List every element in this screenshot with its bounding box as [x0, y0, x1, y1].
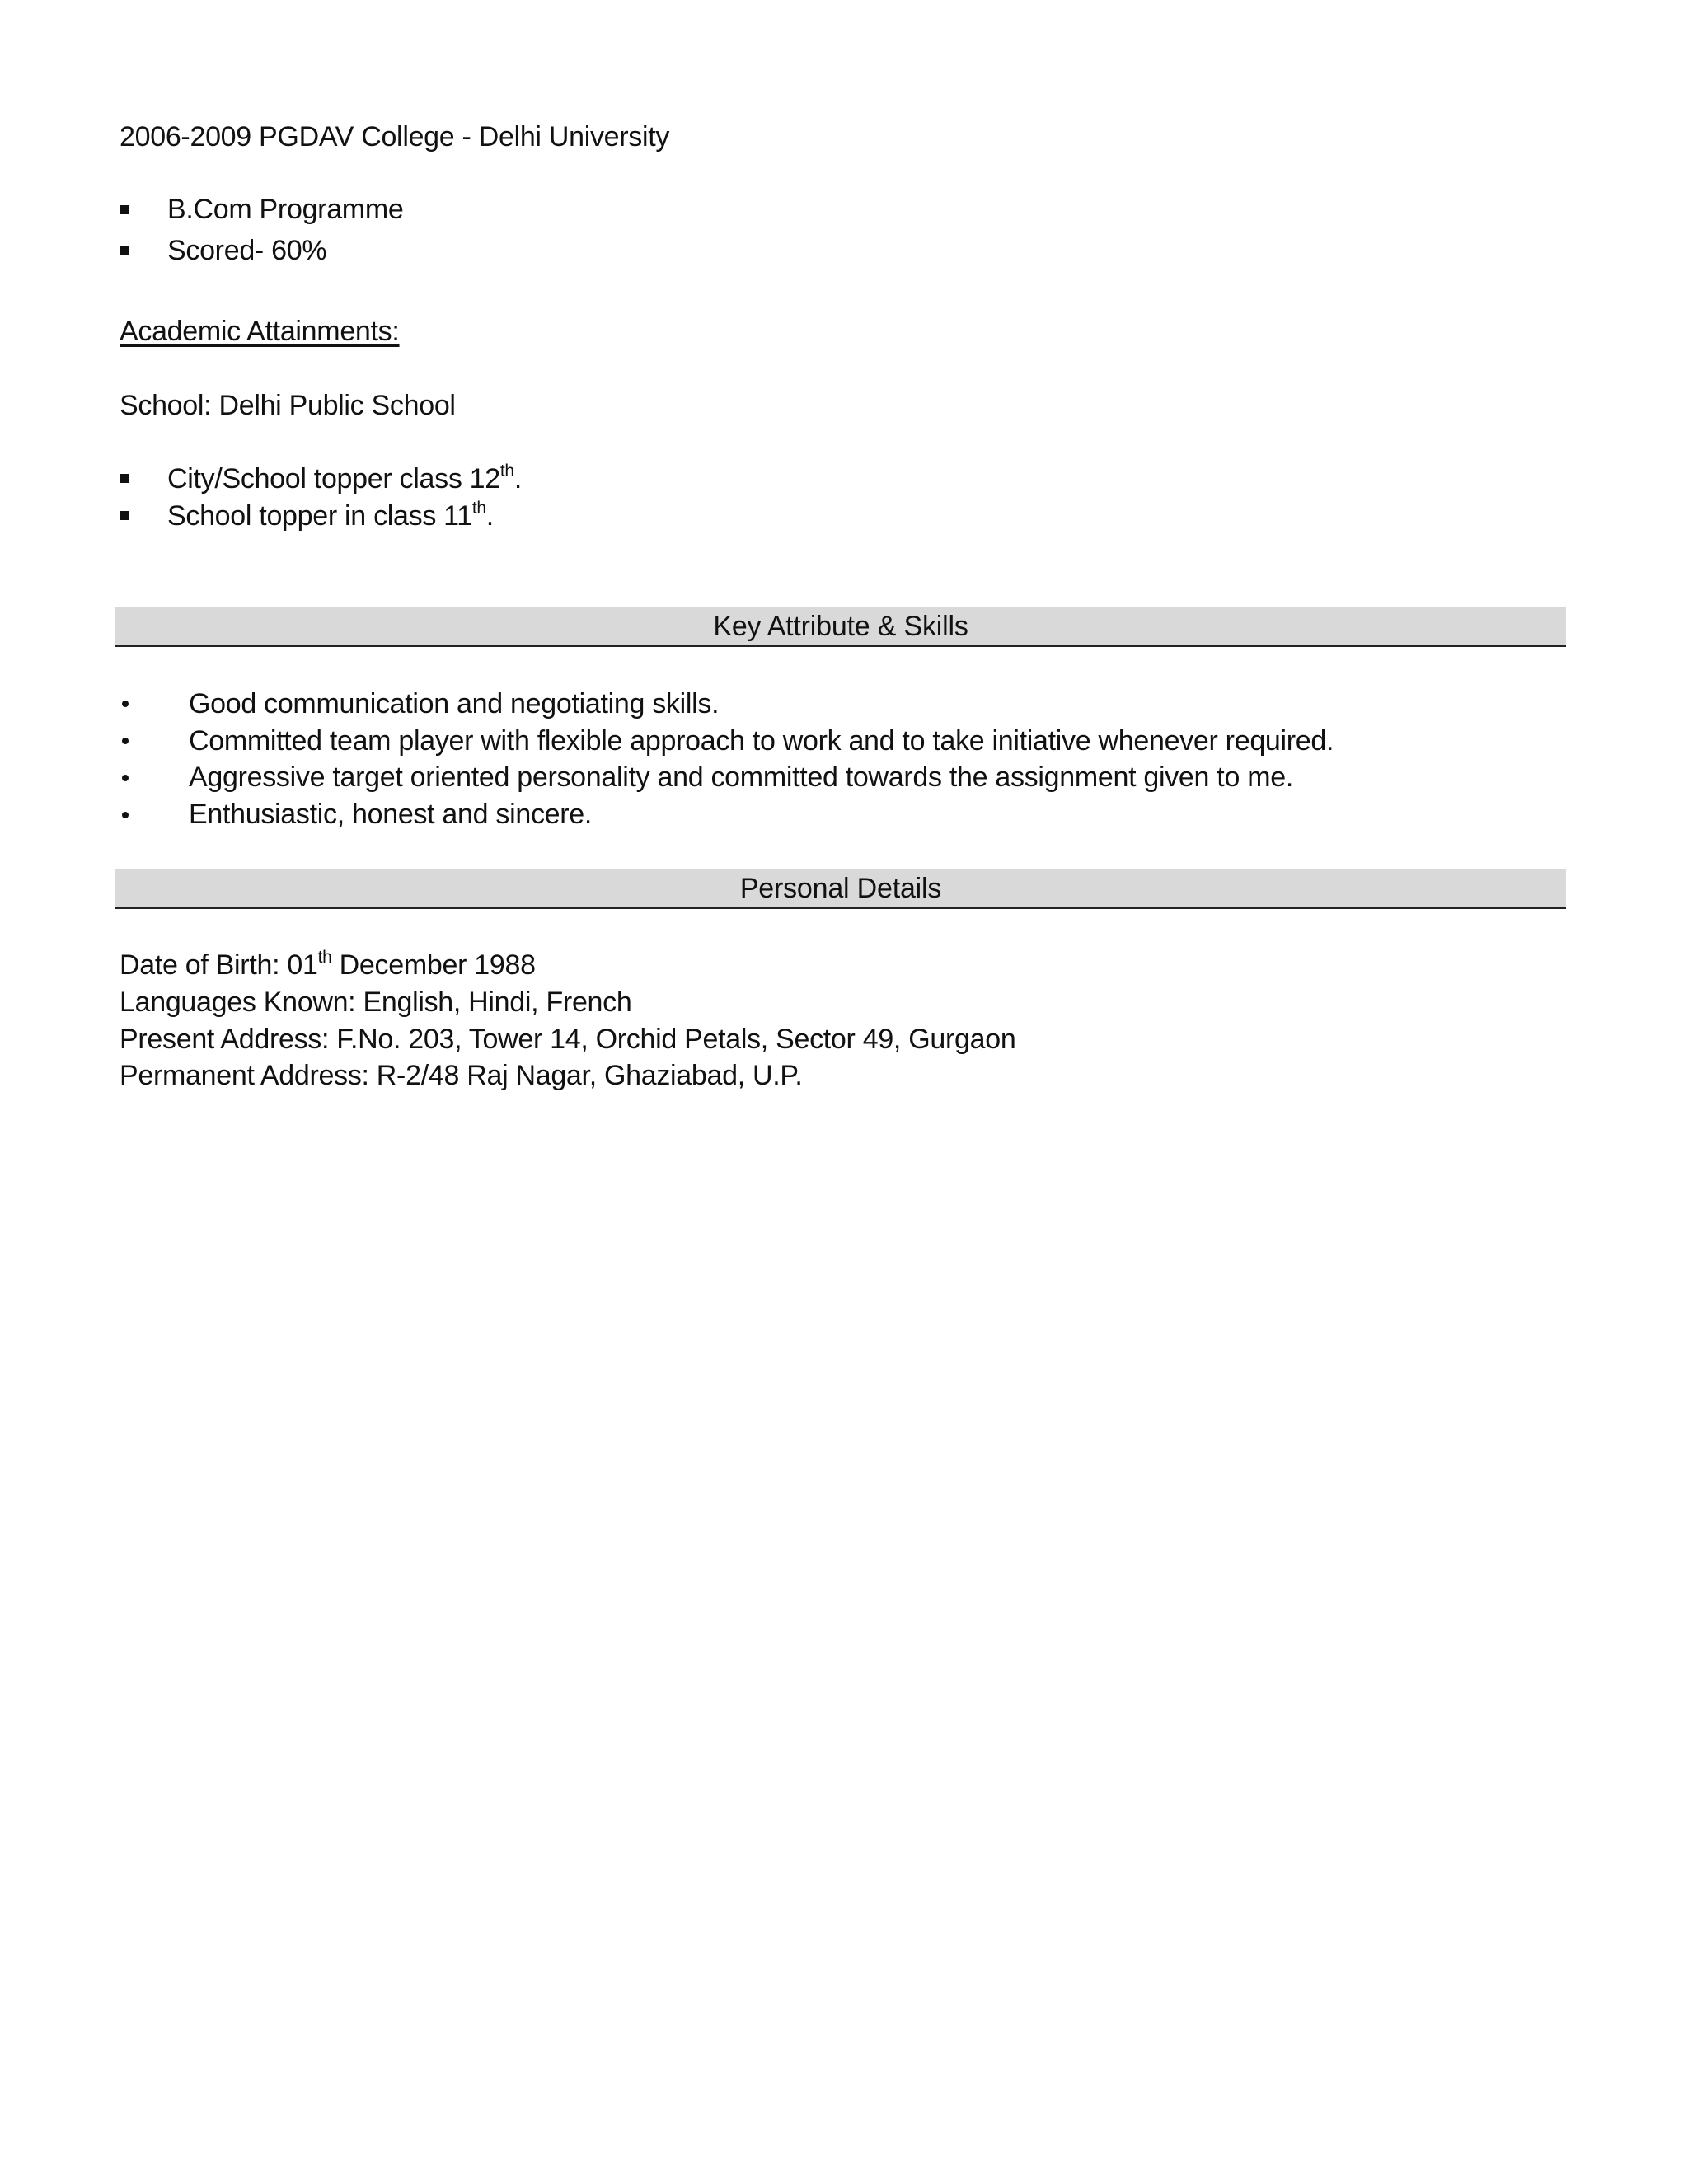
dot-bullet-icon	[122, 701, 129, 707]
college-bullet-score: Scored- 60%	[167, 235, 327, 266]
square-bullet-icon	[120, 246, 129, 255]
square-bullet-icon	[120, 511, 129, 520]
date-of-birth: Date of Birth: 01th December 1988	[120, 948, 536, 981]
skill-item: Good communication and negotiating skills.	[189, 688, 720, 719]
present-address: Present Address: F.No. 203, Tower 14, Orchid Petals, Sector 49, Gurgaon	[120, 1024, 1016, 1055]
square-bullet-icon	[120, 205, 129, 214]
dot-bullet-icon	[122, 738, 129, 744]
personal-section-header: Personal Details	[115, 869, 1566, 909]
skill-item: Enthusiastic, honest and sincere.	[189, 799, 593, 830]
skill-item: Committed team player with flexible approach to work and to take initiative whenever required.	[189, 725, 1334, 757]
college-line: 2006-2009 PGDAV College - Delhi University	[120, 121, 670, 152]
achievement-item: School topper in class 11th.	[167, 499, 494, 532]
skill-item: Aggressive target oriented personality and committed towards the assignment given to me.	[189, 762, 1293, 793]
square-bullet-icon	[120, 474, 129, 483]
school-line: School: Delhi Public School	[120, 390, 456, 421]
dot-bullet-icon	[122, 812, 129, 818]
academic-heading: Academic Attainments:	[120, 316, 400, 347]
dot-bullet-icon	[122, 775, 129, 781]
permanent-address: Permanent Address: R-2/48 Raj Nagar, Ghaziabad, U.P.	[120, 1060, 803, 1091]
languages-known: Languages Known: English, Hindi, French	[120, 987, 632, 1018]
skills-section-header: Key Attribute & Skills	[115, 607, 1566, 647]
achievement-item: City/School topper class 12th.	[167, 462, 522, 494]
college-bullet-programme: B.Com Programme	[167, 194, 404, 225]
